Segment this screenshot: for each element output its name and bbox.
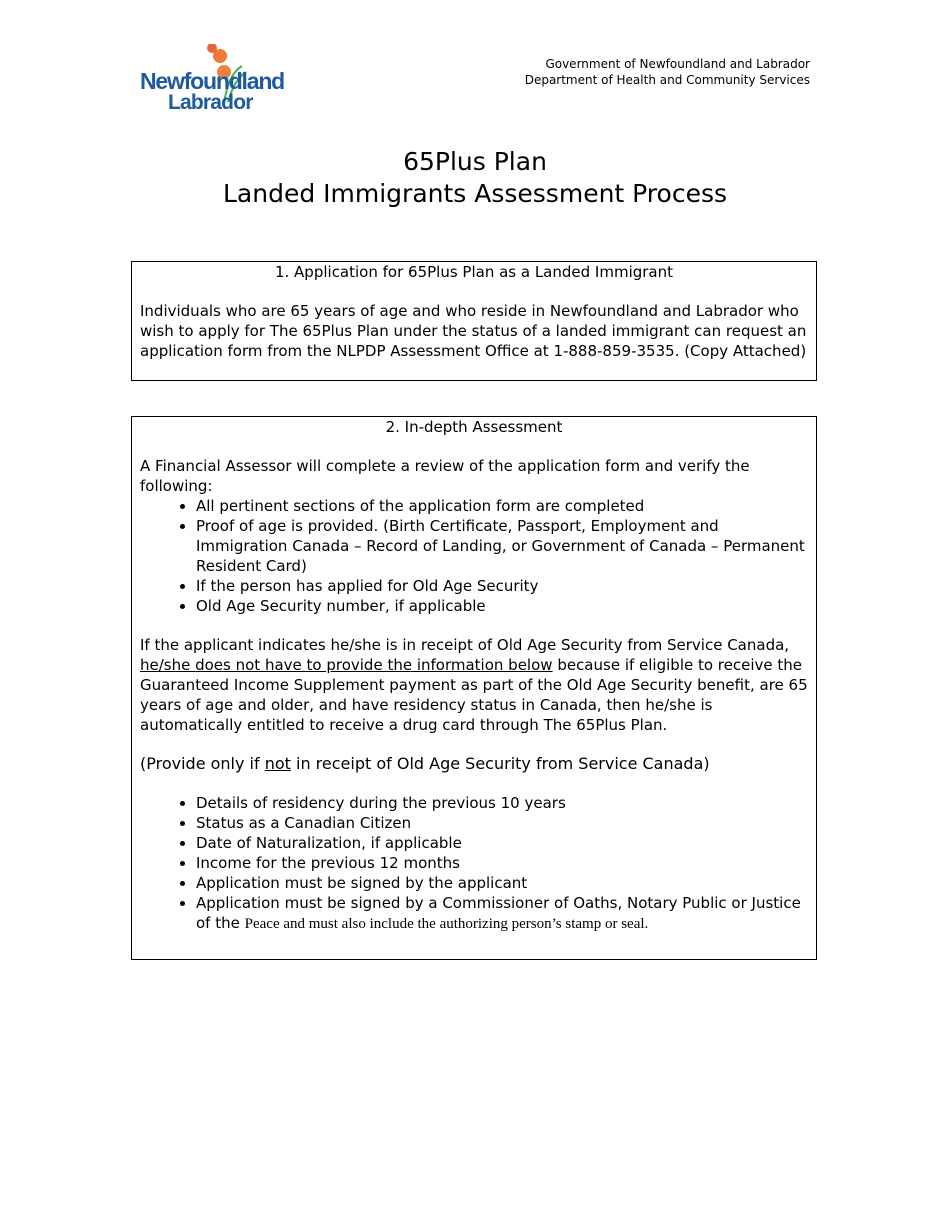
section2-heading: 2. In-depth Assessment	[385, 418, 563, 436]
department-header	[525, 56, 810, 88]
list-item: • Application must be signed by the applicant	[196, 873, 808, 893]
list-item: • Details of residency during the previous 10 years	[196, 793, 808, 813]
oas-paragraph: If the applicant indicates he/she is in receipt of Old Age Security from Service Canada, he/she does not have to provide the information below because if eligible to receive the Guaranteed Income Supplement payment as part of the Old Age Security benefit, are 65 years of age and older, and have residency status in Canada, then he/she is automatically entitled to receive a drug card through The 65Plus Plan.	[140, 636, 808, 734]
section2-intro: A Financial Assessor will complete a review of the application form and verify the following:	[140, 457, 750, 495]
list-item: • Income for the previous 12 months	[196, 853, 808, 873]
required-list	[140, 793, 808, 934]
list-item: • Proof of age is provided. (Birth Certificate, Passport, Employment and Immigration Canada – Record of Landing, or Government of Canada – Permanent Resident Card)	[196, 516, 808, 576]
section1-body: Individuals who are 65 years of age and who reside in Newfoundland and Labrador who wish to apply for The 65Plus Plan under the status of a landed immigrant can request an application form from the NLPDP Assessment Office at 1-888-859-3535. (Copy Attached)	[140, 302, 807, 360]
section-assessment	[131, 416, 817, 960]
list-item: • Status as a Canadian Citizen	[196, 813, 808, 833]
section-application	[131, 261, 817, 381]
list-item: • Old Age Security number, if applicable	[196, 596, 808, 616]
nl-logo	[140, 44, 300, 116]
list-item: • Application must be signed by a Commissioner of Oaths, Notary Public or Justice of the Peace and must also include the authorizing person’s stamp or seal.	[196, 893, 808, 934]
title-line1: 65Plus Plan	[403, 147, 547, 176]
title-line2: Landed Immigrants Assessment Process	[222, 179, 728, 208]
provide-note: (Provide only if not in receipt of Old Age Security from Service Canada)	[140, 754, 710, 773]
logo-line2: Labrador	[168, 91, 253, 114]
page-title	[0, 146, 950, 210]
dept-name: Department of Health and Community Services	[524, 73, 810, 87]
list-item: • All pertinent sections of the application form are completed	[196, 496, 808, 516]
verify-list	[140, 496, 808, 616]
list-item: • If the person has applied for Old Age Security	[196, 576, 808, 596]
section1-heading: 1. Application for 65Plus Plan as a Landed Immigrant	[274, 263, 674, 281]
list-item: • Date of Naturalization, if applicable	[196, 833, 808, 853]
gov-name: Government of Newfoundland and Labrador	[545, 57, 810, 71]
logo-line1: Newfoundland	[140, 68, 285, 94]
